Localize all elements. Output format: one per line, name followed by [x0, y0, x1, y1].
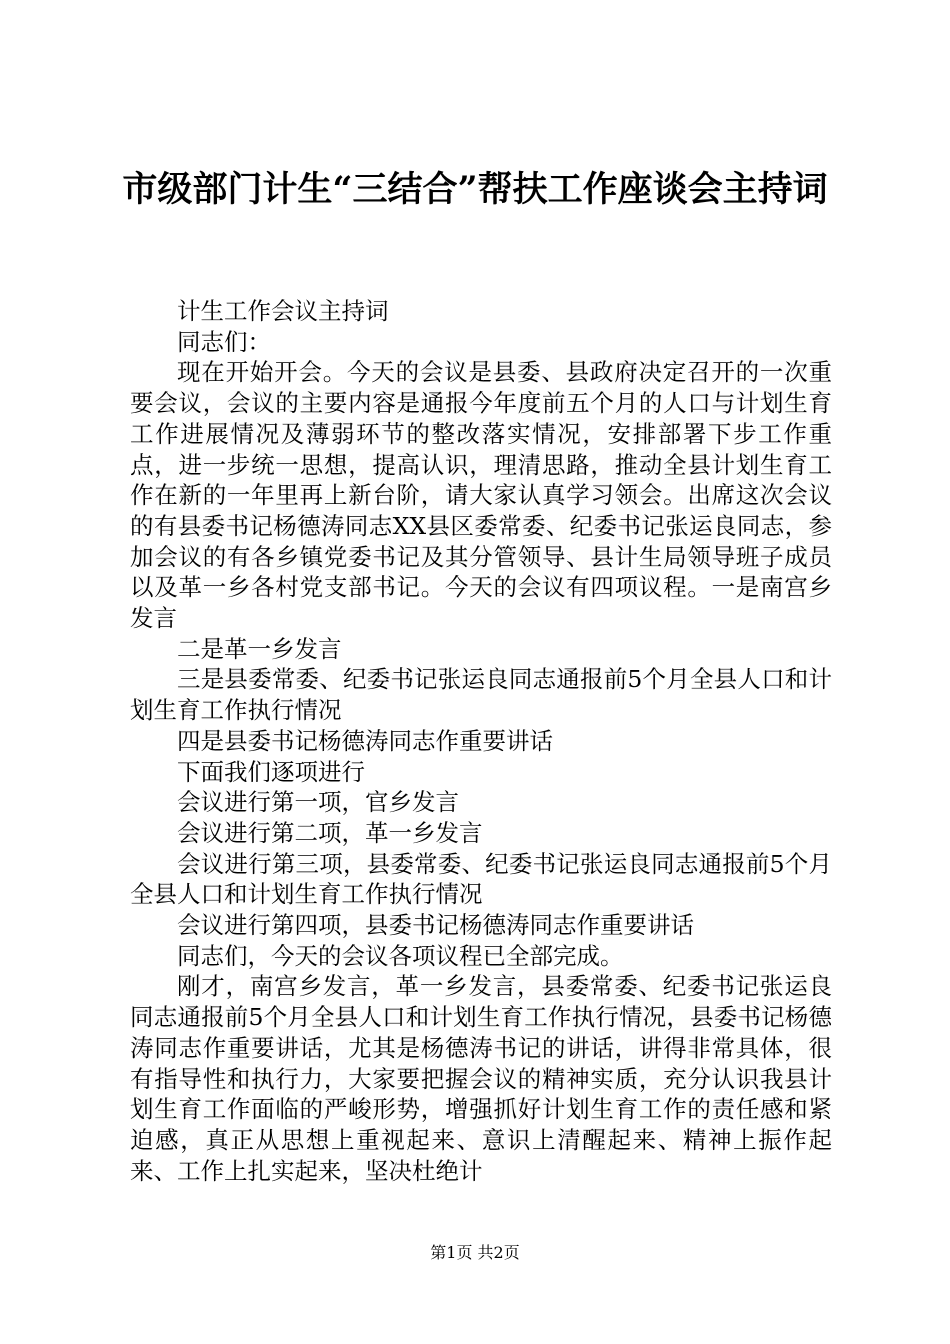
- paragraph: 刚才，南宫乡发言，革一乡发言，县委常委、纪委书记张运良同志通报前5个月全县人口和计划生育工作执行情况，县委书记杨德涛同志作重要讲话，尤其是杨德涛书记的讲话，讲得非常具体，很有指导性和执行力，大家要把握会议的精神实质，充分认识我县计划生育工作面临的严峻形势，增强抓好计划生育工作的责任感和紧迫感，真正从思想上重视起来、意识上清醒起来、精神上振作起来、工作上扎实起来，坚决杜绝计: [130, 972, 832, 1185]
- page-footer: 第1页 共2页: [430, 1243, 520, 1262]
- paragraph: 同志们：: [177, 327, 271, 356]
- paragraph: 同志们，今天的会议各项议程已全部完成。: [177, 941, 624, 970]
- paragraph: 二是革一乡发言: [177, 634, 342, 663]
- paragraph: 现在开始开会。今天的会议是县委、县政府决定召开的一次重要会议，会议的主要内容是通报今年度前五个月的人口与计划生育工作进展情况及薄弱环节的整改落实情况，安排部署下步工作重点，进一步统一思想，提高认识，理清思路，推动全县计划生育工作在新的一年里再上新台阶，请大家认真学习领会。出席这次会议的有县委书记杨德涛同志XX县区委常委、纪委书记张运良同志，参加会议的有各乡镇党委书记及其分管领导、县计生局领导班子成员以及革一乡各村党支部书记。今天的会议有四项议程。一是南宫乡发言: [130, 358, 832, 633]
- document-title: 市级部门计生“三结合”帮扶工作座谈会主持词: [122, 169, 828, 210]
- paragraph: 会议进行第二项，革一乡发言: [177, 818, 483, 847]
- paragraph: 会议进行第一项，官乡发言: [177, 788, 459, 817]
- document-body: [130, 296, 832, 1186]
- paragraph: 会议进行第四项，县委书记杨德涛同志作重要讲话: [177, 911, 694, 940]
- paragraph: 四是县委书记杨德涛同志作重要讲话: [177, 726, 553, 755]
- paragraph: 会议进行第三项，县委常委、纪委书记张运良同志通报前5个月全县人口和计划生育工作执行情况: [130, 849, 832, 909]
- paragraph: 下面我们逐项进行: [177, 757, 365, 786]
- paragraph: 三是县委常委、纪委书记张运良同志通报前5个月全县人口和计划生育工作执行情况: [130, 665, 832, 725]
- paragraph: 计生工作会议主持词: [177, 297, 389, 325]
